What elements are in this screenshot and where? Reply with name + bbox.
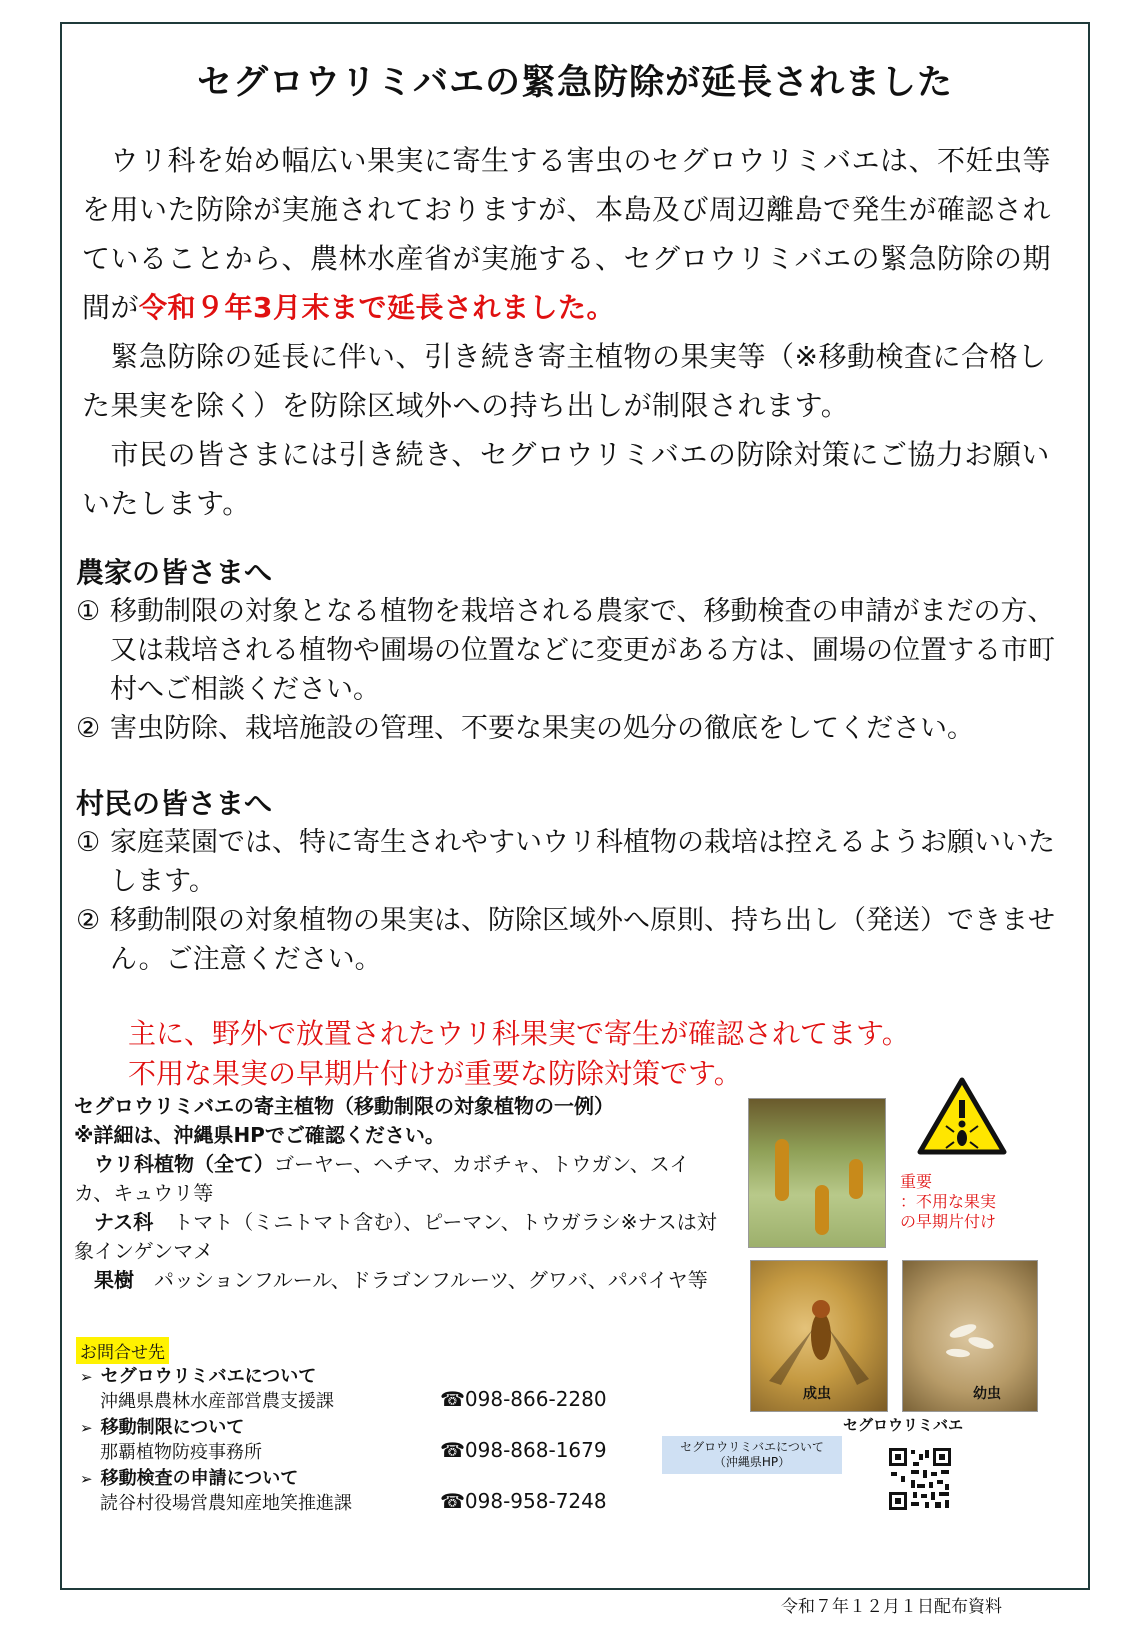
larva-icon <box>903 1261 1037 1411</box>
warning-line-1: 主に、野外で放置されたウリ科果実で寄生が確認されてます。 <box>128 1017 910 1050</box>
contact-phone[interactable]: ☎098-866-2280 <box>440 1387 607 1411</box>
gourd-shape <box>815 1185 829 1235</box>
villagers-section <box>76 784 1076 979</box>
contact-list <box>80 1362 640 1515</box>
contact-row <box>80 1464 640 1515</box>
gourd-shape <box>775 1139 789 1201</box>
villagers-item-1 <box>76 823 1076 901</box>
farmers-item-2 <box>76 709 1076 748</box>
farmers-item-1 <box>76 592 1076 709</box>
contact-row <box>80 1362 640 1413</box>
farmers-section <box>76 553 1076 748</box>
intro-text <box>82 136 1072 528</box>
important-line-2: ：不用な果実 <box>900 1192 997 1211</box>
intro-paragraph-3-text: 市民の皆さまには引き続き、セグロウリミバエの防除対策にご協力お願いいたします。 <box>82 438 1050 520</box>
warning-line-2: 不用な果実の早期片付けが重要な防除対策です。 <box>128 1057 742 1090</box>
host-solanaceae-text: トマト（ミニトマト含む）、ピーマン、トウガラシ※ナスは対象インゲンマメ <box>74 1210 717 1263</box>
contact-label: お問合せ先 <box>76 1337 169 1364</box>
contact-org: 読谷村役場営農知産地笑推進課 <box>100 1493 352 1514</box>
warning-triangle-icon <box>916 1076 1008 1156</box>
host-cucurbit-text: ゴーヤー、ヘチマ、カボチャ、トウガン、スイカ、キュウリ等 <box>74 1152 690 1205</box>
item-number: ① <box>76 827 101 858</box>
qr-code-icon[interactable] <box>887 1446 953 1512</box>
item-number: ② <box>76 713 101 744</box>
item-text: 害虫防除、栽培施設の管理、不要な果実の処分の徹底をしてください。 <box>110 713 974 744</box>
host-fruit-label: 果樹 <box>94 1268 134 1292</box>
page-title: セグロウリミバエの緊急防除が延長されました <box>196 63 953 103</box>
host-fruit <box>74 1266 724 1295</box>
larva-photo <box>902 1260 1038 1412</box>
villagers-item-2 <box>76 901 1076 979</box>
intro-paragraph-2 <box>82 332 1072 430</box>
extension-highlight: 令和９年3月末まで延長されました。 <box>139 291 615 324</box>
intro-paragraph-3 <box>82 430 1072 528</box>
host-solanaceae <box>74 1208 724 1266</box>
link-line-2: （沖縄県HP） <box>713 1455 791 1469</box>
contact-topic: ➢ セグロウリミバエについて <box>80 1362 316 1388</box>
item-text: 移動制限の対象植物の果実は、防除区域外へ原則、持ち出し（発送）できません。ご注意ください。 <box>110 905 1055 975</box>
host-solanaceae-label: ナス科 <box>94 1210 154 1234</box>
contact-phone[interactable]: ☎098-958-7248 <box>440 1489 607 1513</box>
host-cucurbit <box>74 1150 724 1208</box>
contact-topic: ➢ 移動検査の申請について <box>80 1464 298 1490</box>
host-plants-heading: セグロウリミバエの寄主植物（移動制限の対象植物の一例） <box>74 1094 614 1118</box>
contact-row <box>80 1413 640 1464</box>
host-plants <box>74 1092 724 1295</box>
host-fruit-text: パッションフルール、ドラゴンフルーツ、グワバ、パパイヤ等 <box>154 1268 708 1292</box>
villagers-heading: 村民の皆さまへ <box>76 787 273 820</box>
item-text: 家庭菜園では、特に寄生されやすいウリ科植物の栽培は控えるようお願いいたします。 <box>110 827 1055 897</box>
farmers-heading: 農家の皆さまへ <box>76 556 273 589</box>
gourd-shape <box>849 1159 863 1199</box>
larva-label: 幼虫 <box>973 1386 1001 1402</box>
fly-caption: セグロウリミバエ <box>843 1416 964 1434</box>
contact-phone[interactable]: ☎098-868-1679 <box>440 1438 607 1462</box>
important-line-1: 重要 <box>900 1172 933 1191</box>
intro-paragraph-1 <box>82 136 1072 332</box>
contact-org: 沖縄県農林水産部営農支援課 <box>100 1391 334 1412</box>
item-text: 移動制限の対象となる植物を栽培される農家で、移動検査の申請がまだの方、又は栽培される植物や圃場の位置などに変更がある方は、圃場の位置する市町村へご相談ください。 <box>110 596 1055 705</box>
important-line-3: の早期片付け <box>900 1212 997 1231</box>
host-cucurbit-label: ウリ科植物（全て） <box>94 1152 274 1176</box>
prefecture-link[interactable] <box>662 1436 842 1474</box>
item-number: ① <box>76 596 101 627</box>
item-number: ② <box>76 905 101 936</box>
host-plants-note: ※詳細は、沖縄県HPでご確認ください。 <box>74 1123 445 1147</box>
contact-org: 那覇植物防疫事務所 <box>100 1442 262 1463</box>
intro-paragraph-1-text: ウリ科を始め幅広い果実に寄生する害虫のセグロウリミバエは、不妊虫等を用いた防除が実施されておりますが、本島及び周辺離島で発生が確認されていることから、農林水産省が実施する、セグロウリミバエの緊急防除の期間が <box>82 144 1052 324</box>
adult-fly-photo <box>750 1260 888 1412</box>
contact-topic: ➢ 移動制限について <box>80 1413 244 1439</box>
adult-fly-label: 成虫 <box>803 1386 831 1402</box>
link-line-1: セグロウリミバエについて <box>680 1440 824 1454</box>
intro-paragraph-2-text: 緊急防除の延長に伴い、引き続き寄主植物の果実等（※移動検査に合格した果実を除く）を防除区域外への持ち出しが制限されます。 <box>82 340 1047 422</box>
important-note <box>900 1172 996 1232</box>
footer-date: 令和７年１２月１日配布資料 <box>781 1597 1002 1617</box>
bitter-gourd-photo <box>748 1098 886 1248</box>
